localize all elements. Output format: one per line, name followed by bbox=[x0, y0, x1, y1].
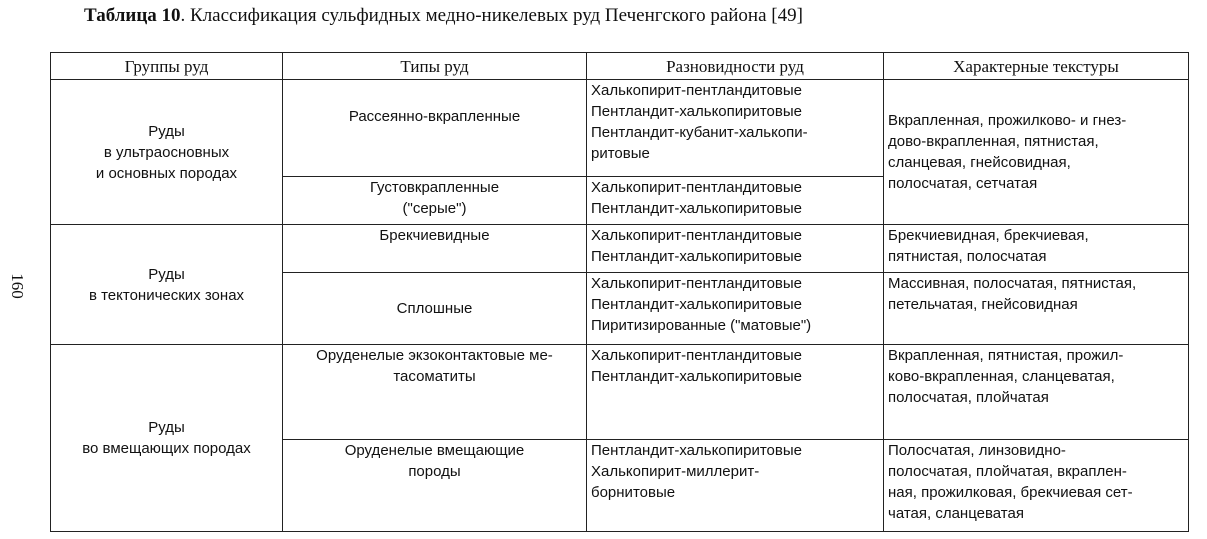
texture-line: дово-вкрапленная, пятнистая, bbox=[888, 133, 1099, 150]
type-line: Брекчиевидные bbox=[379, 227, 490, 244]
table-row bbox=[51, 80, 1189, 177]
type-cell bbox=[283, 345, 587, 440]
variety-line: борнитовые bbox=[591, 484, 676, 501]
variety-line: Пентландит-халькопиритовые bbox=[591, 103, 802, 120]
type-line: Оруденелые экзоконтактовые ме- bbox=[316, 347, 553, 364]
variety-line: ритовые bbox=[591, 145, 650, 162]
group-line: в ультраосновных bbox=[103, 143, 230, 161]
variety-cell bbox=[587, 225, 884, 273]
variety-line: Пентландит-кубанит-халькопи- bbox=[591, 124, 808, 141]
type-line: Сплошные bbox=[396, 300, 473, 317]
type-cell bbox=[283, 177, 587, 225]
table-row bbox=[51, 345, 1189, 440]
type-cell bbox=[283, 225, 587, 273]
texture-line: ково-вкрапленная, сланцеватая, bbox=[888, 368, 1115, 385]
variety-line: Пентландит-халькопиритовые bbox=[591, 442, 802, 459]
texture-line: Вкрапленная, прожилково- и гнез- bbox=[888, 112, 1127, 129]
variety-line: Халькопирит-пентландитовые bbox=[591, 179, 803, 196]
variety-line: Пентландит-халькопиритовые bbox=[591, 248, 802, 265]
variety-cell bbox=[587, 80, 884, 177]
table-caption bbox=[84, 5, 803, 27]
ore-classification-table bbox=[50, 52, 1189, 532]
type-line: породы bbox=[408, 463, 461, 480]
table-row bbox=[51, 225, 1189, 273]
variety-line: Халькопирит-пентландитовые bbox=[591, 275, 803, 292]
header-types: Типы руд bbox=[283, 53, 587, 80]
texture-line: Массивная, полосчатая, пятнистая, bbox=[888, 275, 1137, 292]
texture-cell bbox=[884, 80, 1189, 225]
variety-line: Пиритизированные ("матовые") bbox=[591, 317, 812, 334]
group-line: Руды bbox=[148, 265, 185, 283]
variety-line: Халькопирит-пентландитовые bbox=[591, 227, 803, 244]
header-row bbox=[51, 53, 1189, 80]
texture-line: полосчатая, плойчатая, вкраплен- bbox=[888, 463, 1127, 480]
variety-line: Халькопирит-пентландитовые bbox=[591, 347, 803, 364]
variety-cell bbox=[587, 440, 884, 532]
texture-cell bbox=[884, 345, 1189, 440]
type-line: Рассеянно-вкрапленные bbox=[348, 108, 521, 125]
group-line: в тектонических зонах bbox=[88, 286, 245, 304]
texture-line: полосчатая, плойчатая bbox=[888, 389, 1049, 406]
type-line: Оруденелые вмещающие bbox=[344, 442, 525, 459]
variety-line: Пентландит-халькопиритовые bbox=[591, 368, 802, 385]
variety-cell bbox=[587, 345, 884, 440]
variety-line: Халькопирит-пентландитовые bbox=[591, 82, 803, 99]
texture-line: петельчатая, гнейсовидная bbox=[888, 296, 1078, 313]
caption-text: . Классификация сульфидных медно-никелевых руд Печенгского района [49] bbox=[180, 5, 803, 26]
texture-line: ная, прожилковая, брекчиевая сет- bbox=[888, 484, 1133, 501]
variety-line: Пентландит-халькопиритовые bbox=[591, 296, 802, 313]
group-line: и основных породах bbox=[95, 164, 238, 182]
type-line: Густовкрапленные bbox=[369, 179, 500, 196]
variety-cell bbox=[587, 273, 884, 345]
texture-line: чатая, сланцеватая bbox=[888, 505, 1024, 522]
group-line: Руды bbox=[148, 419, 185, 436]
texture-cell bbox=[884, 273, 1189, 345]
texture-cell bbox=[884, 440, 1189, 532]
group-cell bbox=[51, 225, 283, 345]
header-textures: Характерные текстуры bbox=[884, 53, 1189, 80]
texture-cell bbox=[884, 225, 1189, 273]
variety-line: Халькопирит-миллерит- bbox=[591, 463, 760, 480]
texture-line: Полосчатая, линзовидно- bbox=[888, 442, 1066, 459]
group-line: Руды bbox=[148, 122, 185, 140]
texture-line: Брекчиевидная, брекчиевая, bbox=[888, 227, 1089, 244]
type-cell bbox=[283, 440, 587, 532]
texture-line: Вкрапленная, пятнистая, прожил- bbox=[888, 347, 1124, 364]
page-number: 160 bbox=[8, 273, 27, 299]
group-cell bbox=[51, 345, 283, 532]
caption-label: Таблица 10 bbox=[84, 5, 181, 26]
texture-line: пятнистая, полосчатая bbox=[888, 248, 1047, 265]
header-groups: Группы руд bbox=[51, 53, 283, 80]
type-line: ("серые") bbox=[402, 200, 467, 217]
group-cell bbox=[51, 80, 283, 225]
type-cell bbox=[283, 80, 587, 177]
variety-cell bbox=[587, 177, 884, 225]
group-line: во вмещающих породах bbox=[82, 440, 251, 457]
texture-line: полосчатая, сетчатая bbox=[888, 175, 1038, 192]
type-cell bbox=[283, 273, 587, 345]
texture-line: сланцевая, гнейсовидная, bbox=[888, 154, 1071, 171]
header-varieties: Разновидности руд bbox=[587, 53, 884, 80]
variety-line: Пентландит-халькопиритовые bbox=[591, 200, 802, 217]
type-line: тасоматиты bbox=[393, 368, 476, 385]
